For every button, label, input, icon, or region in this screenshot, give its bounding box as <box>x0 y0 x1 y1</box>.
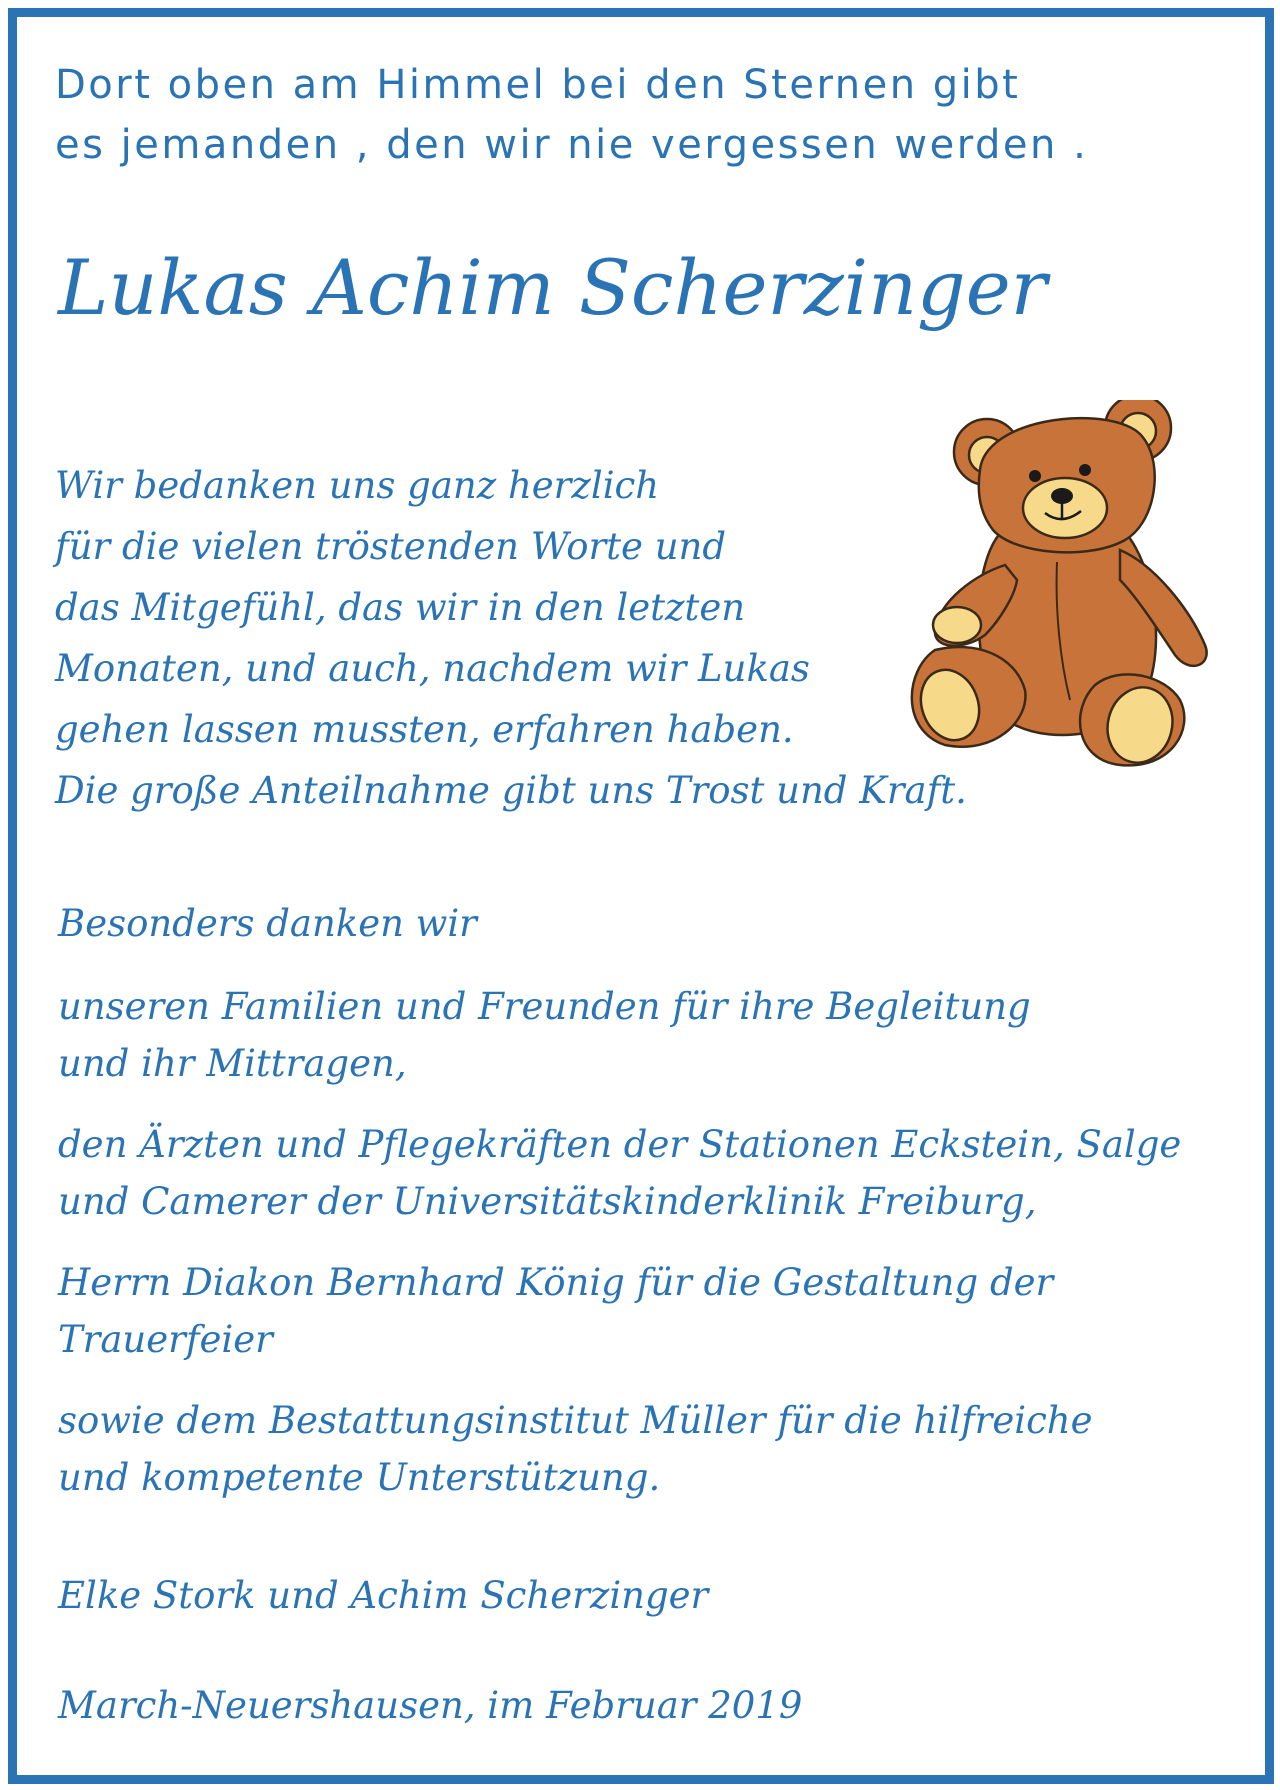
thanks-line: unseren Familien und Freunden für ihre Begleitung <box>58 985 1031 1028</box>
intro-line: Wir bedanken uns ganz herzlich <box>55 464 660 507</box>
thanks-line: sowie dem Bestattungsinstitut Müller für die hilfreiche <box>58 1399 1093 1442</box>
thank-you-intro <box>55 455 967 821</box>
thanks-line: und Camerer der Universitätskinderklinik Freiburg, <box>58 1180 1037 1223</box>
thanks-line: und kompetente Unterstützung. <box>58 1456 661 1499</box>
thanks-family <box>58 978 1031 1092</box>
place-date: March-Neuershausen, im Februar 2019 <box>58 1684 803 1727</box>
thanks-line: und ihr Mittragen, <box>58 1042 407 1085</box>
intro-line: Monaten, und auch, nachdem wir Lukas <box>55 647 810 690</box>
intro-line: gehen lassen mussten, erfahren haben. <box>55 708 794 751</box>
deceased-name: Lukas Achim Scherzinger <box>58 243 1048 332</box>
motto-verse <box>55 55 1088 175</box>
intro-line: für die vielen tröstenden Worte und <box>55 525 727 568</box>
thanks-funeral-home <box>58 1392 1093 1506</box>
intro-line: Die große Anteilnahme gibt uns Trost und Kraft. <box>55 769 967 812</box>
thanks-line: Trauerfeier <box>58 1318 273 1361</box>
motto-line: es jemanden , den wir nie vergessen werden . <box>55 122 1089 168</box>
signature: Elke Stork und Achim Scherzinger <box>58 1574 709 1617</box>
thanks-line: den Ärzten und Pflegekräften der Stationen Eckstein, Salge <box>58 1123 1182 1166</box>
thanks-clinic <box>58 1116 1181 1230</box>
intro-line: das Mitgefühl, das wir in den letzten <box>55 586 746 629</box>
thanks-heading: Besonders danken wir <box>58 902 477 945</box>
thanks-deacon <box>58 1254 1053 1368</box>
thanks-line: Herrn Diakon Bernhard König für die Gestaltung der <box>58 1261 1054 1304</box>
motto-line: Dort oben am Himmel bei den Sternen gibt <box>55 62 1021 108</box>
